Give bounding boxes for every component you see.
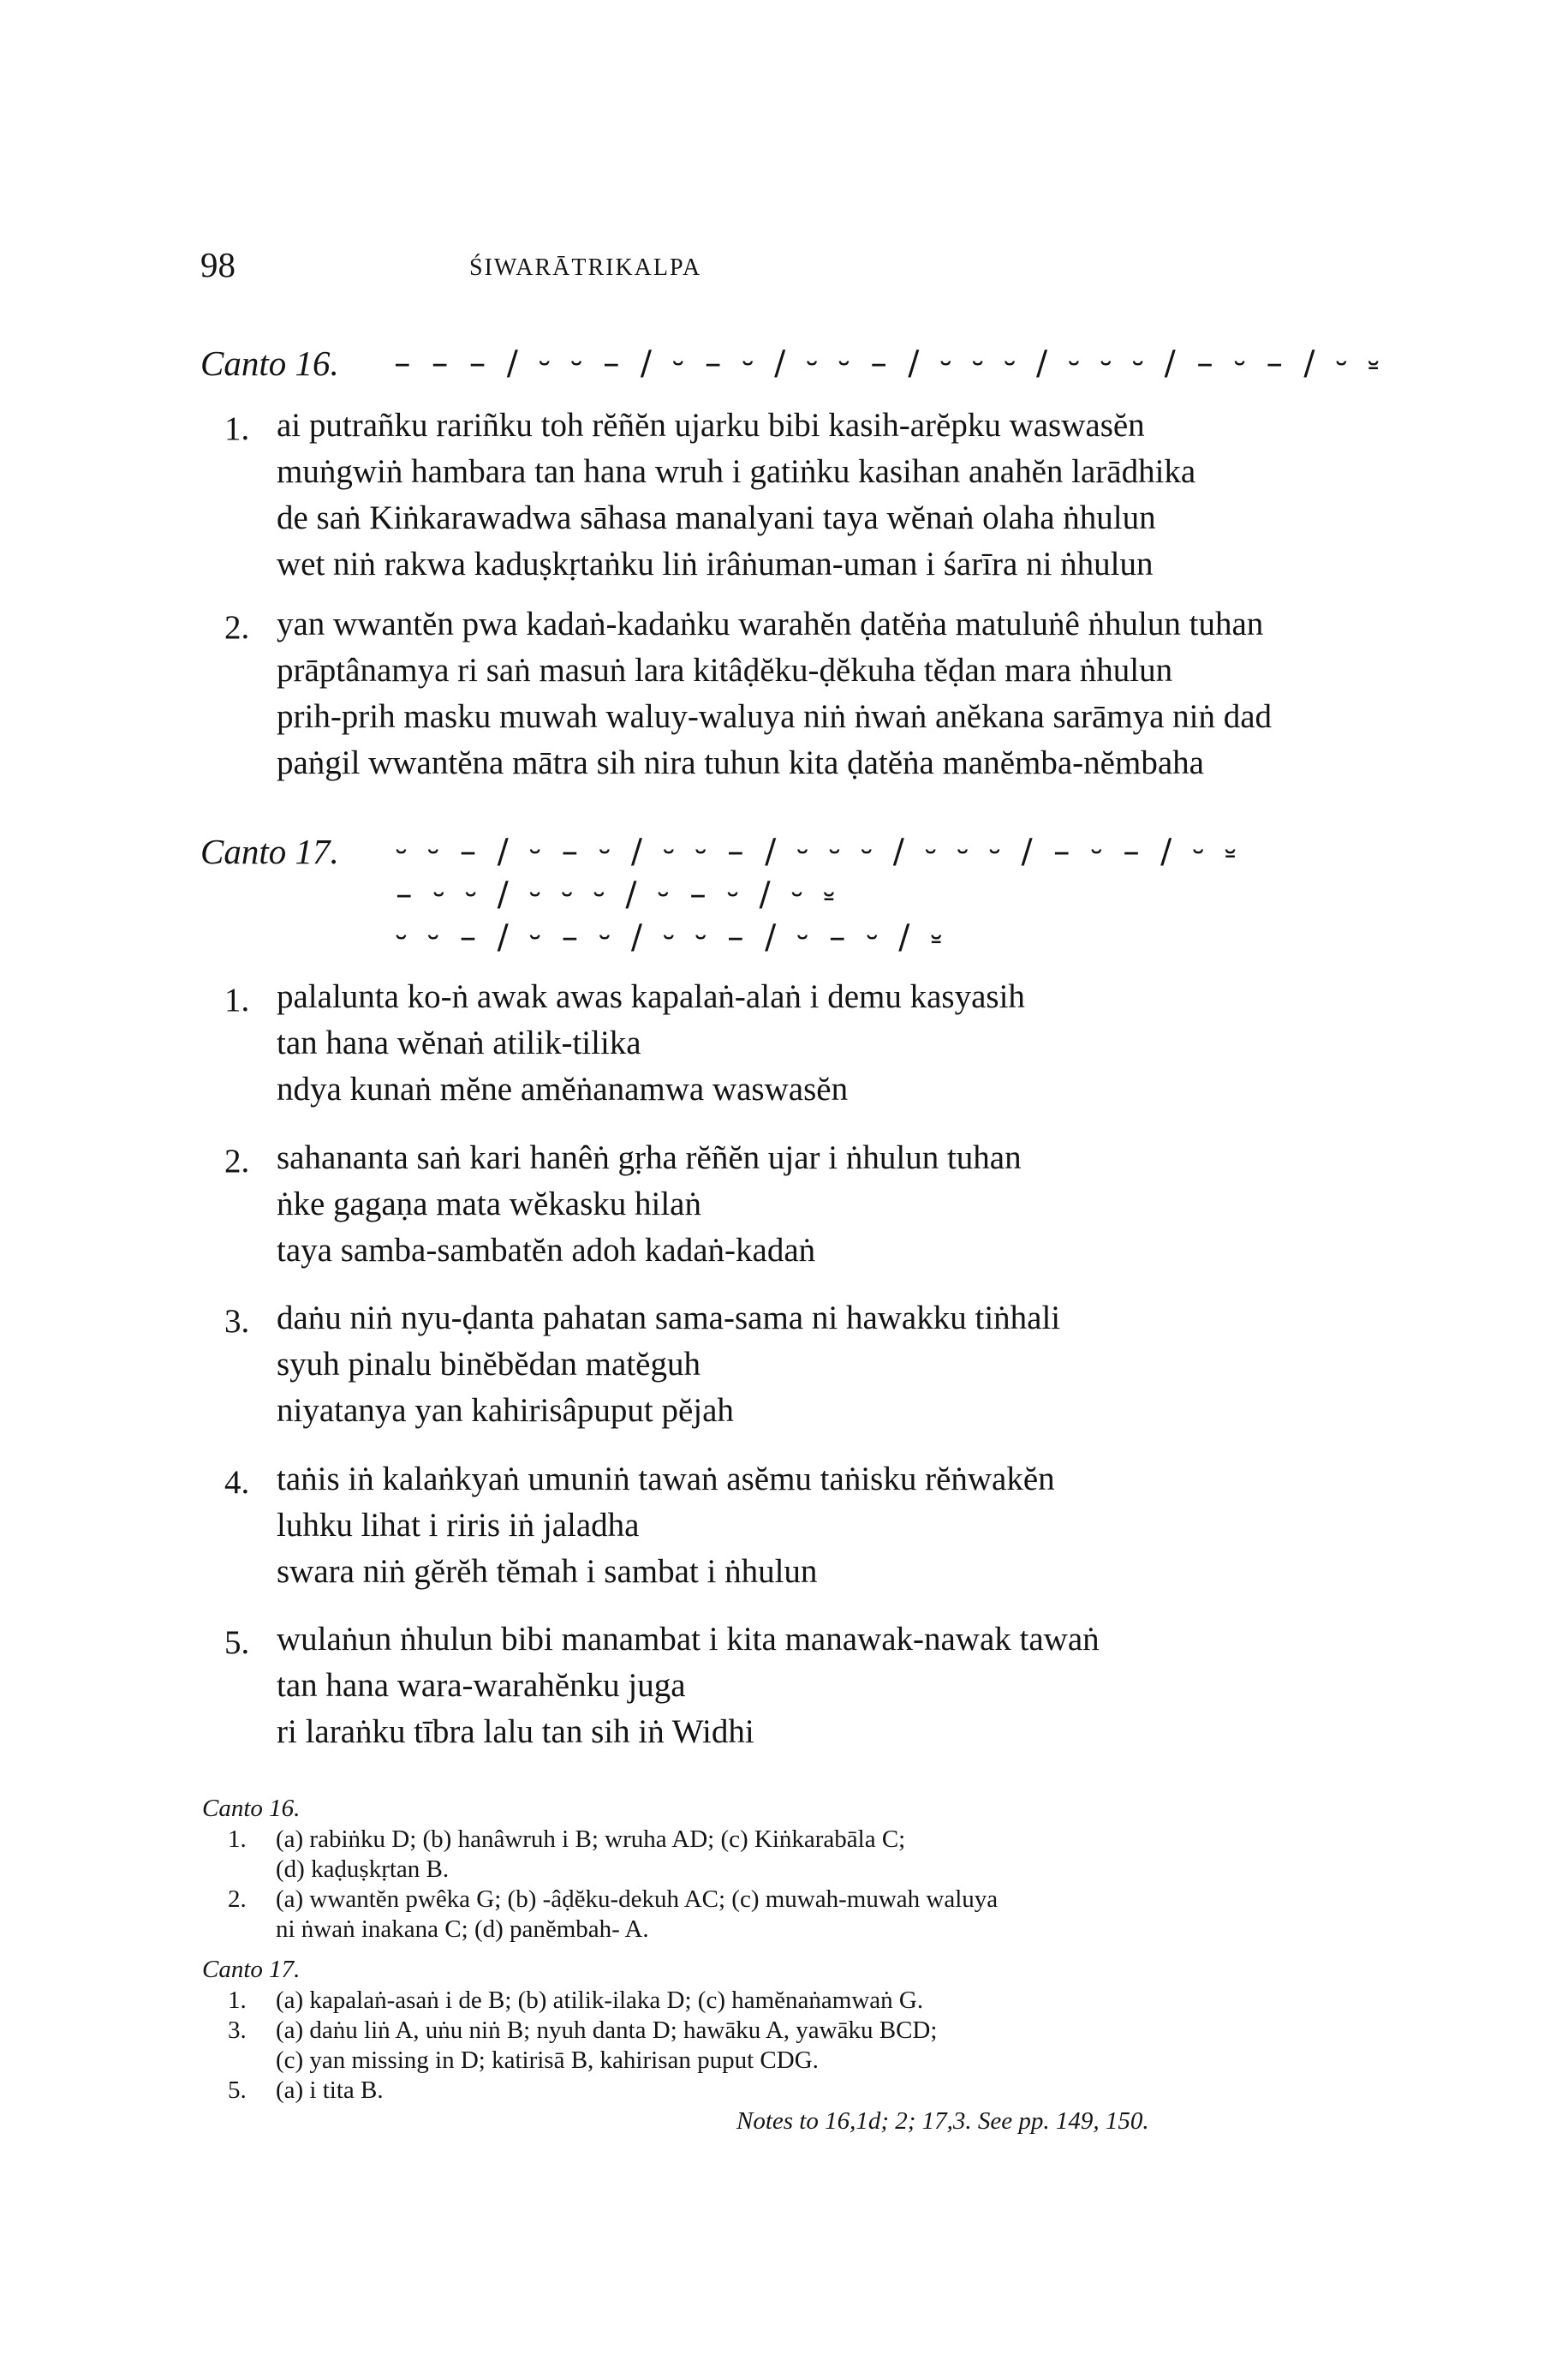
verse-line: tan hana wĕnaṅ atilik-tilika [277, 1025, 641, 1061]
verse-line: swara niṅ gĕrĕh tĕmah i sambat i ṅhulun [277, 1553, 818, 1590]
verse-line: taya samba-sambatĕn adoh kadaṅ-kadaṅ [277, 1232, 816, 1269]
notes-canto-17-label: Canto 17. [202, 1956, 301, 1983]
canto-17-stanza-3-number: 3. [224, 1303, 250, 1340]
canto-16-stanza-1 [277, 403, 1195, 588]
canto-16-meter: – – – / ⏑ ⏑ – / ⏑ – ⏑ / ⏑ ⏑ – / ⏑ ⏑ ⏑ / ⏑ ⏑ ⏑ / – ⏑ – / ⏑ ⏓ [394, 344, 1382, 383]
verse-line: muṅgwiṅ hambara tan hana wruh i gatiṅku kasihan anahĕn larādhika [277, 453, 1196, 490]
verse-line: taṅis iṅ kalaṅkyaṅ umuniṅ tawaṅ asĕmu taṅisku rĕṅwakĕn [277, 1461, 1055, 1497]
canto-17-stanza-2 [277, 1135, 1022, 1274]
canto-16-stanza-2-number: 2. [224, 609, 250, 646]
note-17-3 [276, 2016, 937, 2076]
verse-line: syuh pinalu binĕbĕdan matĕguh [277, 1346, 701, 1383]
note-number: 2. [228, 1885, 247, 1913]
verse-line: tan hana wara-warahĕnku juga [277, 1667, 686, 1704]
note-16-1 [276, 1825, 905, 1885]
notes-cross-reference: Notes to 16,1d; 2; 17,3. See pp. 149, 150. [736, 2107, 1149, 2135]
notes-canto-16-label: Canto 16. [202, 1795, 301, 1822]
verse-line: wet niṅ rakwa kaduṣkṛtaṅku liṅ irâṅuman-uman i śarīra ni ṅhulun [277, 546, 1154, 583]
note-line: (a) wwantĕn pwêka G; (b) -âḍĕku-dekuh AC; (c) muwah-muwah waluya [276, 1885, 999, 1913]
note-line: (d) kaḍuṣkṛtan B. [276, 1855, 450, 1883]
canto-17-meter-line-3: ⏑ ⏑ – / ⏑ – ⏑ / ⏑ ⏑ – / ⏑ – ⏑ / ⏓ [396, 918, 945, 957]
canto-17-stanza-2-number: 2. [224, 1143, 250, 1180]
verse-line: niyatanya yan kahirisâpuput pĕjah [277, 1392, 734, 1429]
verse-line: yan wwantĕn pwa kadaṅ-kadaṅku warahĕn ḍatĕṅa matuluṅê ṅhulun tuhan [277, 606, 1264, 642]
canto-17-meter-line-2: – ⏑ ⏑ / ⏑ ⏑ ⏑ / ⏑ – ⏑ / ⏑ ⏓ [396, 875, 838, 914]
verse-line: prih-prih masku muwah waluy-waluya niṅ ṅwaṅ anĕkana sarāmya niṅ dad [277, 698, 1273, 735]
canto-16-stanza-2 [277, 601, 1272, 786]
canto-17-label: Canto 17. [200, 832, 339, 871]
note-number: 5. [228, 2076, 247, 2104]
canto-17-stanza-1 [277, 974, 1025, 1113]
verse-line: luhku lihat i riris iṅ jaladha [277, 1507, 640, 1544]
note-17-5 [276, 2076, 384, 2106]
verse-line: daṅu niṅ nyu-ḍanta pahatan sama-sama ni hawakku tiṅhali [277, 1300, 1061, 1336]
canto-16-stanza-1-number: 1. [224, 410, 250, 447]
note-line: (a) kapalaṅ-asaṅ i de B; (b) atilik-ilaka D; (c) hamĕnaṅamwaṅ G. [276, 1987, 924, 2014]
running-title: ŚIWARĀTRIKALPA [469, 254, 702, 281]
verse-line: ai putrañku rariñku toh rĕñĕn ujarku bibi kasih-arĕpku waswasĕn [277, 407, 1145, 444]
note-17-1 [276, 1986, 923, 2016]
note-line: (a) daṅu liṅ A, uṅu niṅ B; nyuh danta D; hawāku A, yawāku BCD; [276, 2017, 938, 2044]
note-line: (c) yan missing in D; katirisā B, kahirisan puput CDG. [276, 2046, 819, 2074]
note-number: 1. [228, 1987, 247, 2014]
note-line: (a) rabiṅku D; (b) hanâwruh i B; wruha AD; (c) Kiṅkarabāla C; [276, 1825, 906, 1853]
verse-line: wulaṅun ṅhulun bibi manambat i kita manawak-nawak tawaṅ [277, 1621, 1100, 1658]
verse-line: ri laraṅku tībra lalu tan sih iṅ Widhi [277, 1713, 754, 1750]
canto-17-stanza-1-number: 1. [224, 982, 250, 1019]
note-line: (a) i tita B. [276, 2076, 384, 2104]
canto-17-stanza-5 [277, 1616, 1100, 1755]
canto-17-stanza-5-number: 5. [224, 1624, 250, 1661]
note-16-2 [276, 1885, 998, 1945]
note-number: 1. [228, 1825, 247, 1853]
canto-17-stanza-3 [277, 1295, 1060, 1434]
verse-line: de saṅ Kiṅkarawadwa sāhasa manalyani taya wĕnaṅ olaha ṅhulun [277, 499, 1156, 536]
verse-line: sahananta saṅ kari hanêṅ gṛha rĕñĕn ujar i ṅhulun tuhan [277, 1139, 1022, 1176]
verse-line: paṅgil wwantĕna mātra sih nira tuhun kita ḍatĕṅa manĕmba-nĕmbaha [277, 744, 1204, 781]
verse-line: palalunta ko-ṅ awak awas kapalaṅ-alaṅ i demu kasyasih [277, 978, 1025, 1015]
canto-17-meter-line-1: ⏑ ⏑ – / ⏑ – ⏑ / ⏑ ⏑ – / ⏑ ⏑ ⏑ / ⏑ ⏑ ⏑ / – ⏑ – / ⏑ ⏓ [396, 833, 1239, 871]
canto-17-stanza-4-number: 4. [224, 1464, 250, 1501]
canto-16-label: Canto 16. [200, 344, 339, 383]
note-line: ni ṅwaṅ inakana C; (d) panĕmbah- A. [276, 1915, 649, 1943]
verse-line: prāptânamya ri saṅ masuṅ lara kitâḍĕku-ḍĕkuha tĕḍan mara ṅhulun [277, 652, 1173, 689]
verse-line: ndya kunaṅ mĕne amĕṅanamwa waswasĕn [277, 1071, 849, 1108]
verse-line: ṅke gagaṇa mata wĕkasku hilaṅ [277, 1186, 701, 1222]
page-number: 98 [200, 245, 235, 284]
note-number: 3. [228, 2017, 247, 2044]
canto-17-stanza-4 [277, 1456, 1055, 1595]
